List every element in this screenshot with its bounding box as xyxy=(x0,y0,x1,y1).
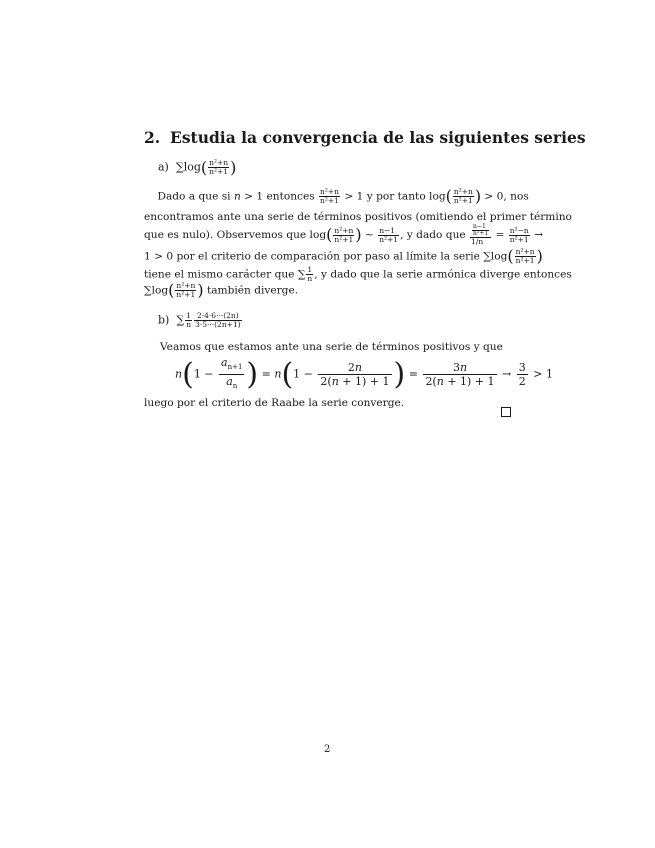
section-number: 2. xyxy=(144,128,161,147)
part-a-line-5: tiene el mismo carácter que ∑ $\frac{1}{n}$ , y dado que la serie armónica diverge entonces xyxy=(144,265,572,283)
section-heading xyxy=(144,128,586,147)
raabe-equation: n(1 − $\frac{a_{n+1}}{a_n}$ ) = n(1 − $\frac{2n}{2(n + 1) + 1}$ ) = $\frac{3n}{2(n + 1) + 1}$ → $\frac{3}{2}$ > 1 xyxy=(175,356,553,393)
part-a-line-2: encontramos ante una serie de términos positivos (omitiendo el primer término xyxy=(144,211,572,223)
part-b-intro: Veamos que estamos ante una serie de términos positivos y que xyxy=(160,341,503,353)
part-a-line-6: ∑log( $\frac{\text{n²+n}}{\text{n²+1}}$ ) también diverge. xyxy=(144,280,299,300)
part-a-line-1: Dado a que si n > 1 entonces $\frac{\text{n²+n}}{\text{n²+1}}$ > 1 y por tanto log( $\frac{\text{n²+n}}{\text{n²+1}}$ ) > 0, nos xyxy=(144,186,529,206)
section-title: Estudia la convergencia de las siguientes series xyxy=(170,128,586,147)
part-a-line-3: que es nulo). Observemos que log( $\frac{\text{n²+n}}{\text{n²+1}}$ ) ∼ $\frac{n-1}{\text{n²+1}}$ , y dado que $\frac{\frac{n-1}{\text{n²+1}}}{1/n}$ = $\frac{\text{n²−n}}{\text{n²+1}}$ → xyxy=(144,223,543,246)
part-a-statement: a) ∑log( $\frac{\text{n²+n}}{\text{n²+1}}$ ) xyxy=(158,158,237,177)
part-a-line-4: 1 > 0 por el criterio de comparación por paso al límite la serie ∑log( $\frac{\text{n²+n}}{\text{n²+1}}$ ) xyxy=(144,246,543,266)
part-b-conclusion: luego por el criterio de Raabe la serie converge. xyxy=(144,397,405,409)
part-b-statement: b) ∑ $\frac{1}{n}$ $\frac{2\cdot 4\cdot 6\cdot\cdot\cdot(2n)}{3\cdot 5\cdot\cdot\cdot(2n+1)}$ xyxy=(158,311,241,329)
page-number: 2 xyxy=(324,744,331,755)
part-b-label: b) xyxy=(158,313,170,327)
qed-square-icon xyxy=(501,407,511,417)
part-a-label: a) xyxy=(158,160,169,174)
